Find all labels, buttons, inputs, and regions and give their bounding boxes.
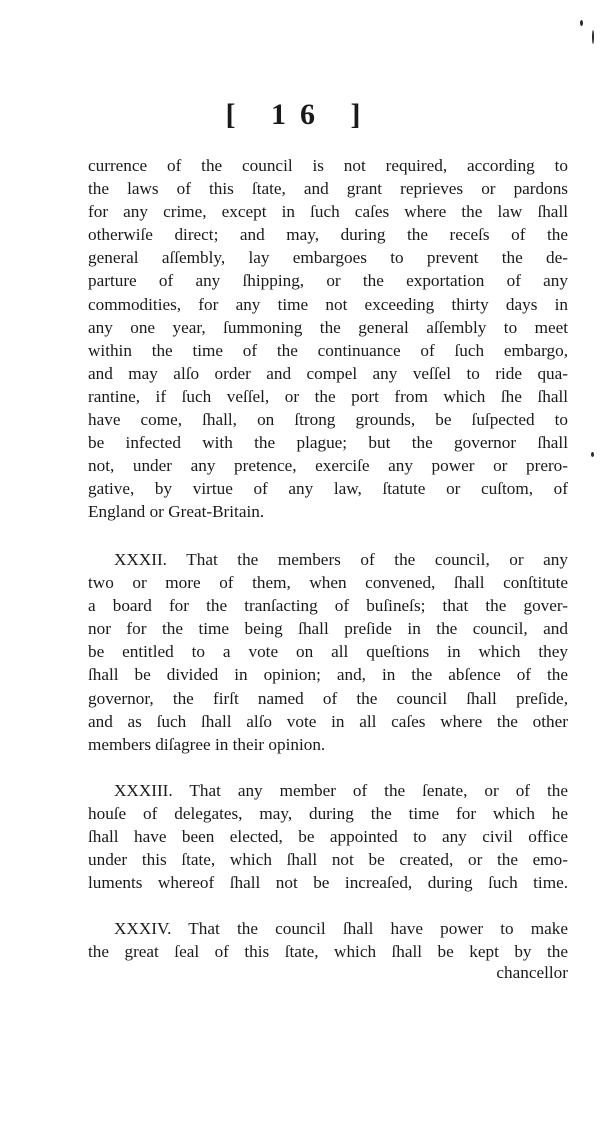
text-line: for any crime, except in ſuch caſes where the law ſhall [88,202,568,222]
text-line: XXXIV. That the council ſhall have power to make [114,919,568,938]
text-line: governor, the firſt named of the council ſhall preſide, [88,688,568,708]
text-line: members diſagree in their opinion. [88,734,326,754]
ink-speck [592,30,594,44]
text-line: ſhall be divided in opinion; and, in the abſence of the [88,665,568,685]
text-line: within the time of the continuance of ſuch embargo, [88,340,568,360]
page-number: [ 16 ] [225,98,375,131]
text-line: ſhall have been elected, be appointed to any civil office [88,827,568,847]
text-line: under this ſtate, which ſhall not be created, or the emo- [88,850,568,870]
catchword: chancellor [496,963,568,982]
paragraph-article-32 [88,548,568,756]
text-line: two or more of them, when convened, ſhall conſtitute [88,573,568,593]
text-line: England or Great-Britain. [88,502,265,522]
text-line: commodities, for any time not exceeding thirty days in [88,294,568,314]
text-line: be infected with the plague; but the governor ſhall [88,433,568,453]
text-line: houſe of delegates, may, during the time for which he [88,804,568,824]
ink-speck [580,20,583,26]
text-line: currence of the council is not required, according to [88,156,568,175]
text-line: rantine, if ſuch veſſel, or the port from which ſhe ſhall [88,386,568,406]
paragraph-article-34 [88,917,568,963]
text-line: the great ſeal of this ſtate, which ſhall be kept by the [88,942,568,962]
paragraph-article-33 [88,779,568,894]
text-line: any one year, ſummoning the general aſſembly to meet [88,317,568,337]
text-line: parture of any ſhipping, or the exportation of any [88,271,568,291]
text-line: and as ſuch ſhall alſo vote in all caſes where the other [88,711,568,731]
text-line: a board for the tranſacting of buſineſs; that the gover- [88,596,568,616]
ink-speck [591,452,594,457]
text-line: XXXII. That the members of the council, or any [114,550,568,569]
text-line: be entitled to a vote on all queſtions in which they [88,642,568,662]
text-line: XXXIII. That any member of the ſenate, or of the [114,781,568,800]
text-line: otherwiſe direct; and may, during the receſs of the [88,225,568,245]
text-line: general aſſembly, lay embargoes to prevent the de- [88,248,568,268]
paragraph-1 [88,154,568,524]
text-line: not, under any pretence, exerciſe any power or prero- [88,456,568,476]
text-line: luments whereof ſhall not be increaſed, during ſuch time. [88,873,568,893]
text-line: nor for the time being ſhall preſide in the council, and [88,619,568,639]
text-line: have come, ſhall, on ſtrong grounds, be ſuſpected to [88,410,568,430]
text-line: the laws of this ſtate, and grant reprieves or pardons [88,179,568,199]
text-line: gative, by virtue of any law, ſtatute or cuſtom, of [88,479,568,499]
text-line: and may alſo order and compel any veſſel to ride qua- [88,363,568,383]
